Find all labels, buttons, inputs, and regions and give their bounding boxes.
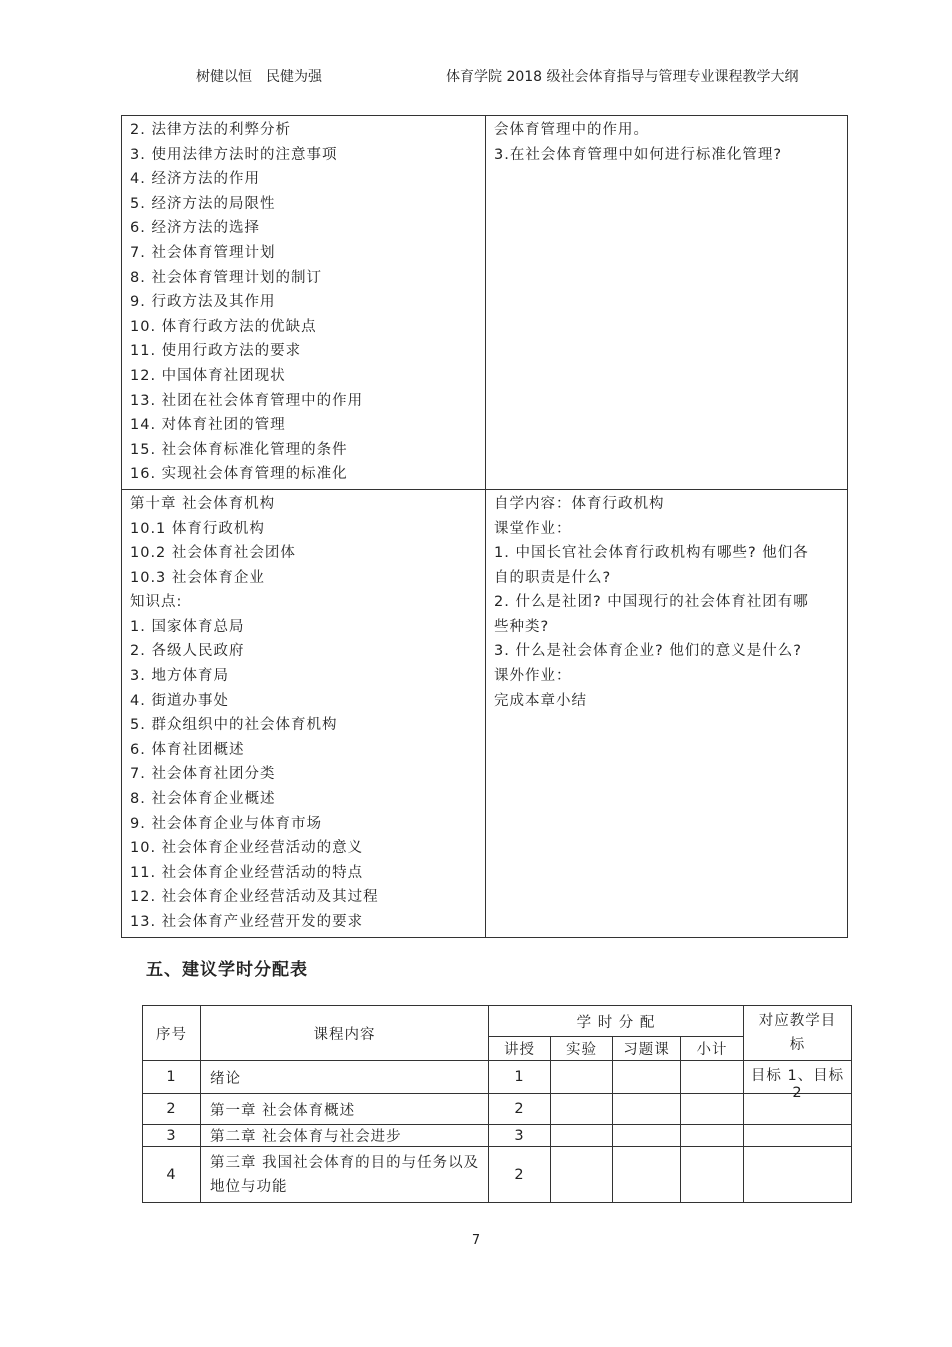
- cell-no: 2: [143, 1094, 201, 1125]
- table-header-row: [143, 1006, 852, 1037]
- syllabus-row-chapter-10: [122, 489, 848, 937]
- syllabus-knowledge-cell: [122, 489, 486, 937]
- list-item: 1. 中国长官社会体育行政机构有哪些? 他们各: [494, 545, 809, 562]
- goal-text: 目标 1、目标 2: [750, 1068, 845, 1101]
- cell-exercise: [613, 1094, 681, 1125]
- list-item: 完成本章小结: [494, 692, 587, 709]
- syllabus-assignment-cell: [486, 489, 848, 937]
- list-item: 11. 使用行政方法的要求: [130, 343, 302, 360]
- cell-goal: [744, 1125, 852, 1147]
- cell-lecture: 3: [489, 1125, 551, 1147]
- header-exercise: 习题课: [613, 1037, 681, 1061]
- page-number: 7: [471, 1233, 481, 1248]
- list-item: 2. 什么是社团? 中国现行的社会体育社团有哪: [494, 594, 809, 611]
- list-item: 12. 社会体育企业经营活动及其过程: [130, 889, 379, 906]
- list-item: 10.1 体育行政机构: [130, 520, 265, 537]
- cell-exercise: [613, 1147, 681, 1203]
- list-item: 4. 街道办事处: [130, 692, 229, 709]
- list-item: 会体育管理中的作用。: [494, 122, 649, 138]
- cell-lab: [551, 1125, 613, 1147]
- list-item: 3. 使用法律方法时的注意事项: [130, 146, 338, 163]
- list-item: 6. 体育社团概述: [130, 741, 245, 758]
- list-item: 9. 行政方法及其作用: [130, 294, 276, 311]
- syllabus-knowledge-cell: [122, 116, 486, 490]
- header-document-title: 体育学院 2018 级社会体育指导与管理专业课程教学大纲: [446, 69, 799, 85]
- list-item: 13. 社团在社会体育管理中的作用: [130, 392, 364, 409]
- table-row: [143, 1147, 852, 1203]
- list-item: 11. 社会体育企业经营活动的特点: [130, 864, 364, 881]
- cell-subtotal: [681, 1094, 744, 1125]
- cell-lecture: 2: [489, 1147, 551, 1203]
- list-item: 12. 中国体育社团现状: [130, 367, 286, 384]
- cell-lab: [551, 1147, 613, 1203]
- cell-subtotal: [681, 1061, 744, 1094]
- cell-lab: [551, 1061, 613, 1094]
- list-item: 5. 群众组织中的社会体育机构: [130, 717, 338, 734]
- header-subtotal: 小计: [681, 1037, 744, 1061]
- list-item: 2. 各级人民政府: [130, 643, 245, 660]
- list-item: 自的职责是什么?: [494, 569, 612, 586]
- syllabus-table: [121, 115, 848, 938]
- cell-lecture: 2: [489, 1094, 551, 1125]
- header-hours-allocation: 学 时 分 配: [489, 1006, 744, 1037]
- list-item: 4. 经济方法的作用: [130, 171, 260, 188]
- list-item: 10. 体育行政方法的优缺点: [130, 318, 317, 335]
- cell-no: 4: [143, 1147, 201, 1203]
- cell-goal: [744, 1061, 852, 1101]
- chapter-title: 第十章 社会体育机构: [130, 495, 276, 512]
- list-item: 1. 国家体育总局: [130, 618, 245, 635]
- list-item: 5. 经济方法的局限性: [130, 195, 276, 212]
- header-lecture: 讲授: [489, 1037, 551, 1061]
- cell-goal: [744, 1147, 852, 1203]
- list-item: 8. 社会体育管理计划的制订: [130, 269, 322, 286]
- header-motto: 树健以恒 民健为强: [196, 69, 322, 85]
- list-item: 14. 对体育社团的管理: [130, 417, 286, 434]
- list-item: 10.2 社会体育社会团体: [130, 545, 296, 562]
- table-row: [143, 1094, 852, 1125]
- cell-subtotal: [681, 1125, 744, 1147]
- knowledge-points-label: 知识点:: [130, 594, 183, 611]
- cell-exercise: [613, 1061, 681, 1094]
- list-item: 2. 法律方法的利弊分析: [130, 122, 291, 138]
- list-item: 3.在社会体育管理中如何进行标准化管理?: [494, 146, 783, 163]
- header-teaching-goal: 对应教学目标: [744, 1006, 852, 1061]
- table-row: [143, 1061, 852, 1094]
- header-no: 序号: [143, 1006, 201, 1061]
- list-item: 7. 社会体育社团分类: [130, 766, 276, 783]
- list-item: 10. 社会体育企业经营活动的意义: [130, 840, 364, 857]
- table-row: [143, 1125, 852, 1147]
- syllabus-assignment-cell: [486, 116, 848, 490]
- list-item: 8. 社会体育企业概述: [130, 791, 276, 808]
- list-item: 16. 实现社会体育管理的标准化: [130, 466, 348, 483]
- cell-content: 绪论: [201, 1061, 489, 1094]
- header-content: 课程内容: [201, 1006, 489, 1061]
- cell-lab: [551, 1094, 613, 1125]
- self-study-label: 自学内容：体育行政机构: [494, 495, 665, 512]
- cell-content: 第二章 社会体育与社会进步: [201, 1125, 489, 1147]
- list-item: 15. 社会体育标准化管理的条件: [130, 441, 348, 458]
- cell-lecture: 1: [489, 1061, 551, 1094]
- cell-no: 3: [143, 1125, 201, 1147]
- list-item: 7. 社会体育管理计划: [130, 244, 276, 261]
- hours-allocation-table: [142, 1005, 852, 1203]
- homework-label: 课外作业：: [494, 668, 572, 685]
- list-item: 6. 经济方法的选择: [130, 220, 260, 237]
- cell-content: 第三章 我国社会体育的目的与任务以及地位与功能: [201, 1147, 489, 1203]
- list-item: 9. 社会体育企业与体育市场: [130, 815, 322, 832]
- list-item: 3. 什么是社会体育企业? 他们的意义是什么?: [494, 643, 802, 660]
- section-title: 五、建议学时分配表: [146, 960, 308, 980]
- list-item: 3. 地方体育局: [130, 668, 229, 685]
- list-item: 些种类?: [494, 618, 550, 635]
- cell-content: 第一章 社会体育概述: [201, 1094, 489, 1125]
- list-item: 13. 社会体育产业经营开发的要求: [130, 914, 364, 930]
- cell-exercise: [613, 1125, 681, 1147]
- cell-subtotal: [681, 1147, 744, 1203]
- list-item: 10.3 社会体育企业: [130, 569, 265, 586]
- syllabus-row-methods: [122, 116, 848, 490]
- classwork-label: 课堂作业：: [494, 520, 572, 537]
- header-lab: 实验: [551, 1037, 613, 1061]
- cell-no: 1: [143, 1061, 201, 1094]
